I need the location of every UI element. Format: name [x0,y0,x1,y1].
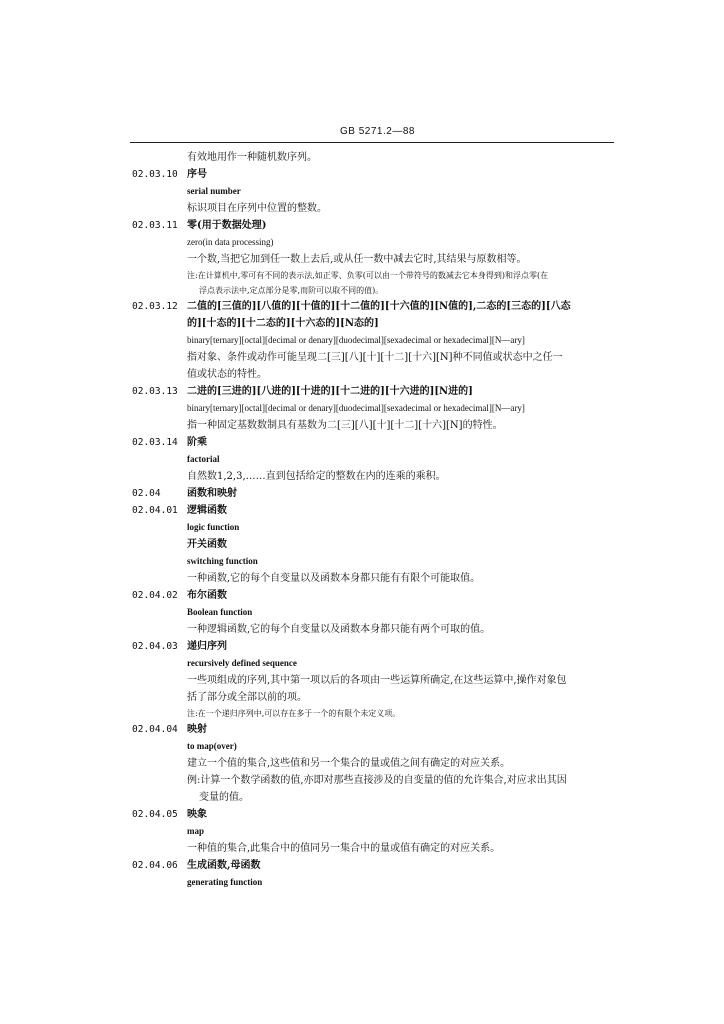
term: 映射 [187,724,207,735]
definition: 建立一个值的集合,这些值和另一个集合的量或值之间有确定的对应关系。 [187,758,511,769]
lead-continuation [132,149,616,166]
entry-02-03-12 [132,298,616,383]
lead-text: 有效地用作一种随机数序列。 [187,152,317,163]
note: 注:在计算机中,零可有不同的表示法,如正零、负零(可以由一个带符号的数减去它本身得到)和浮点零(在 [187,271,549,280]
section-number: 02.04 [132,488,161,499]
term: 二进的[三进的][八进的][十进的][十二进的][十六进的][N进的] [187,386,473,397]
entry-02-04-05 [132,806,616,857]
definition-continuation: 括了部分或全部以前的项。 [187,692,307,703]
definition-continuation: 值或状态的特性。 [187,369,267,380]
section-02-04 [132,485,616,502]
term-continuation: 的][十态的][十二态的][十六态的][N态的] [187,318,379,329]
section-title: 函数和映射 [187,488,237,499]
entry-02-04-03 [132,638,616,721]
note: 注:在一个递归序列中,可以存在多于一个的有限个未定义项。 [187,709,401,718]
definition: 自然数1,2,3,……直到包括给定的整数在内的连乘的乘积。 [187,471,446,482]
term-english: binary[ternary][octal][decimal or denary][duodecimal][sexadecimal or hexadecimal][N—ary] [187,403,525,413]
term-english: factorial [187,454,220,464]
entry-number: 02.03.11 [132,220,178,231]
entry-number: 02.03.14 [132,437,178,448]
note-continuation: 浮点表示法中,定点部分是零,而阶可以取不同的值)。 [199,286,384,295]
entry-number: 02.04.03 [132,641,178,652]
entry-02-03-14 [132,434,616,485]
entry-list [132,149,616,891]
entry-number: 02.04.04 [132,724,178,735]
term: 二值的[三值的][八值的][十值的][十二值的][十六值的][N值的],二态的[三态的][八态 [187,301,571,312]
term: 阶乘 [187,437,207,448]
term-english: generating function [187,877,263,887]
entry-number: 02.03.10 [132,169,178,180]
standard-code: GB 5271.2—88 [340,126,415,137]
term-english: logic function [187,522,240,532]
term: 逻辑函数 [187,505,227,516]
header-rule [130,142,614,143]
entry-number: 02.04.01 [132,505,178,516]
entry-02-03-11 [132,217,616,298]
definition: 指对象、条件或动作可能呈现二[三][八][十][十二][十六][N]种不同值或状态中之任一 [187,352,563,363]
term: 递归序列 [187,641,227,652]
entry-02-04-06 [132,857,616,891]
term: 序号 [187,169,207,180]
definition: 一些项组成的序列,其中第一项以后的各项由一些运算所确定,在这些运算中,操作对象包 [187,675,567,686]
definition: 一个数,当把它加到任一数上去后,或从任一数中减去它时,其结果与原数相等。 [187,254,527,265]
entry-number: 02.03.13 [132,386,178,397]
entry-02-04-02 [132,587,616,638]
definition: 指一种固定基数数制具有基数为二[三][八][十][十二][十六][N]的特性。 [187,420,503,431]
entry-02-04-04 [132,721,616,806]
example-continuation: 变量的值。 [199,792,249,803]
term-english: zero(in data processing) [187,237,274,247]
term: 零(用于数据处理) [187,220,267,231]
term-english: map [187,826,205,836]
term: 布尔函数 [187,590,227,601]
definition: 标识项目在序列中位置的整数。 [187,203,327,214]
example: 例:计算一个数学函数的值,亦即对那些直接涉及的自变量的值的允许集合,对应求出其因 [187,775,567,786]
term-english: to map(over) [187,741,237,751]
term-english: recursively defined sequence [187,658,297,668]
definition: 一种值的集合,此集合中的值同另一集合中的量或值有确定的对应关系。 [187,843,501,854]
entry-number: 02.03.12 [132,301,178,312]
definition: 一种函数,它的每个自变量以及函数本身都只能有有限个可能取值。 [187,573,481,584]
term-synonym-english: switching function [187,556,258,566]
term-english: Boolean function [187,607,253,617]
term-english: binary[ternary][octal][decimal or denary][duodecimal][sexadecimal or hexadecimal][N—ary] [187,335,525,345]
definition: 一种逻辑函数,它的每个自变量以及函数本身都只能有两个可取的值。 [187,624,491,635]
term-synonym: 开关函数 [187,539,227,550]
term-english: serial number [187,186,241,196]
term: 生成函数,母函数 [187,860,261,871]
term: 映象 [187,809,207,820]
entry-number: 02.04.05 [132,809,178,820]
entry-number: 02.04.06 [132,860,178,871]
entry-02-04-01 [132,502,616,587]
entry-02-03-13 [132,383,616,434]
entry-02-03-10 [132,166,616,217]
entry-number: 02.04.02 [132,590,178,601]
